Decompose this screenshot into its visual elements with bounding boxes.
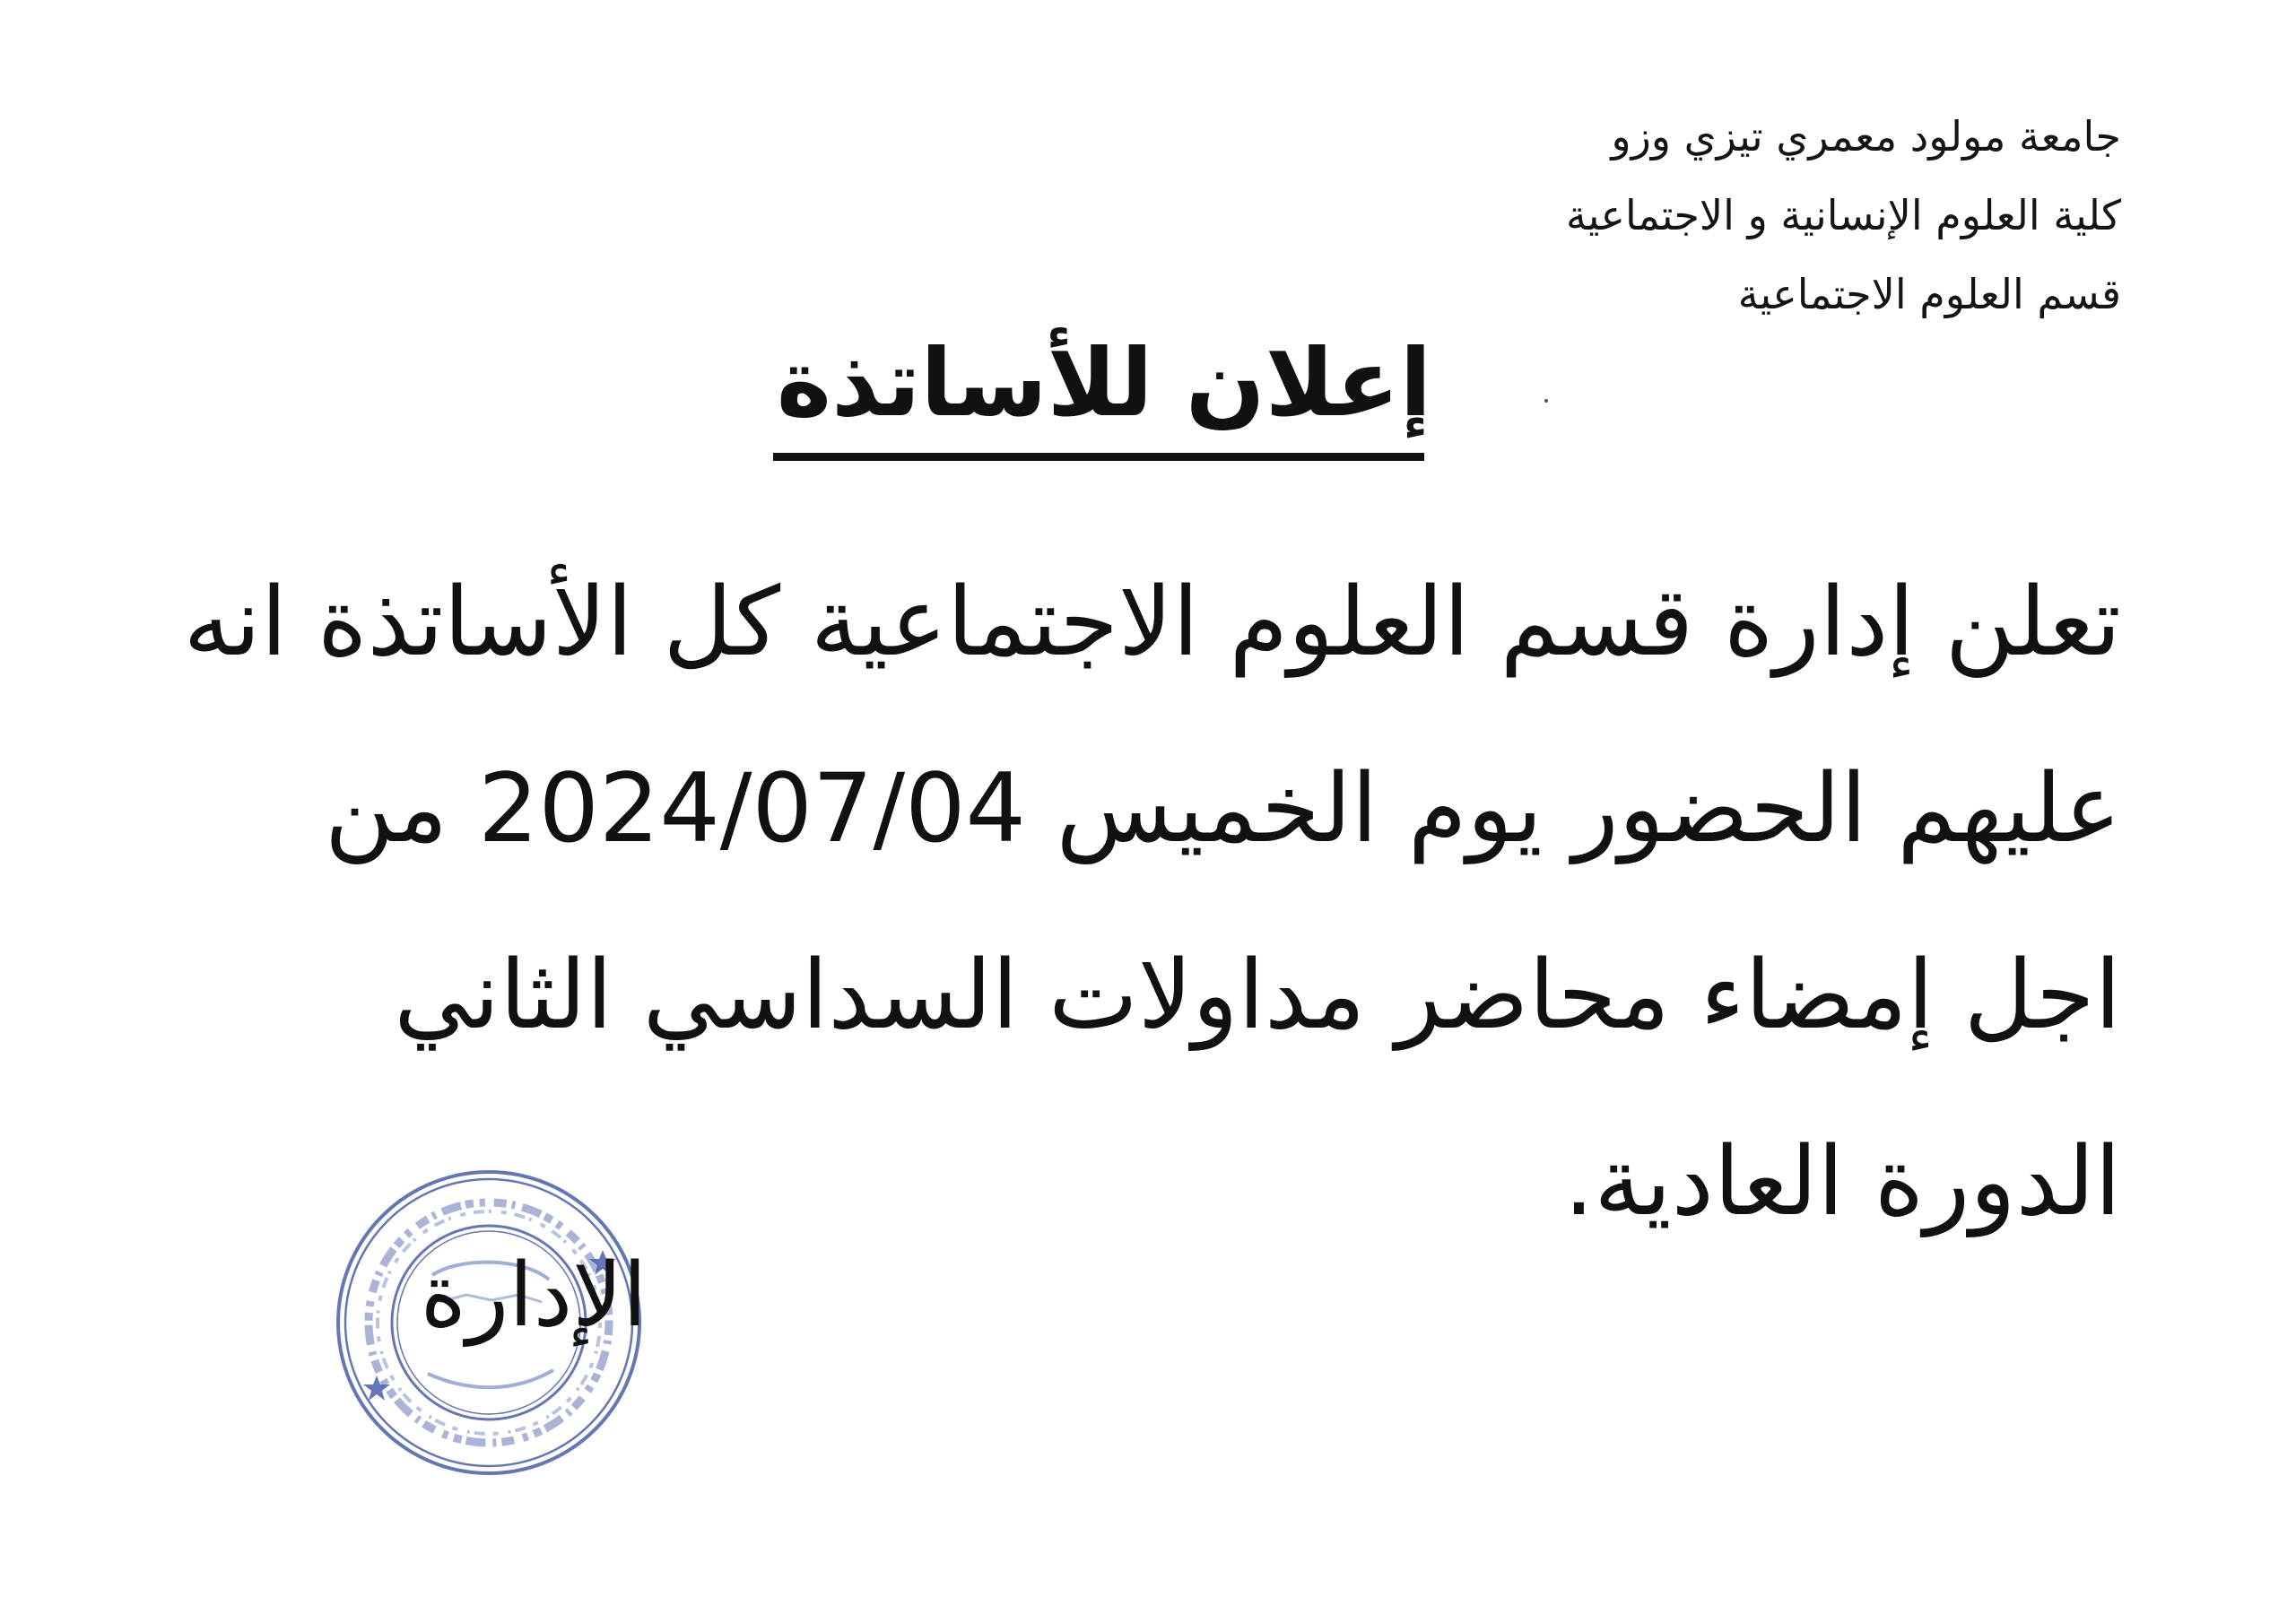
body-line-3: اجل إمضاء محاضر مداولات السداسي الثاني	[394, 940, 2121, 1050]
announcement-body	[112, 529, 2121, 1275]
body-line-2: عليهم الحضور يوم الخميس 2024/07/04 من	[324, 753, 2121, 864]
announcement-title: إعلان للأساتذة	[776, 328, 1432, 438]
scan-speck	[1544, 399, 1548, 403]
faculty-name: كلية العلوم الإنسانية و الاجتماعية	[1566, 191, 2121, 239]
body-line-4: الدورة العادية.	[1563, 1126, 2121, 1237]
university-name: جامعة مولود معمري تيزي وزو	[1611, 112, 2121, 161]
body-line-1: تعلن إدارة قسم العلوم الاجتماعية كل الأساتذة انه	[183, 567, 2121, 677]
title-underline	[773, 453, 1424, 461]
department-name: قسم العلوم الاجتماعية	[1737, 270, 2121, 318]
signature-label: الإدارة	[420, 1245, 648, 1347]
letterhead	[1566, 97, 2121, 334]
